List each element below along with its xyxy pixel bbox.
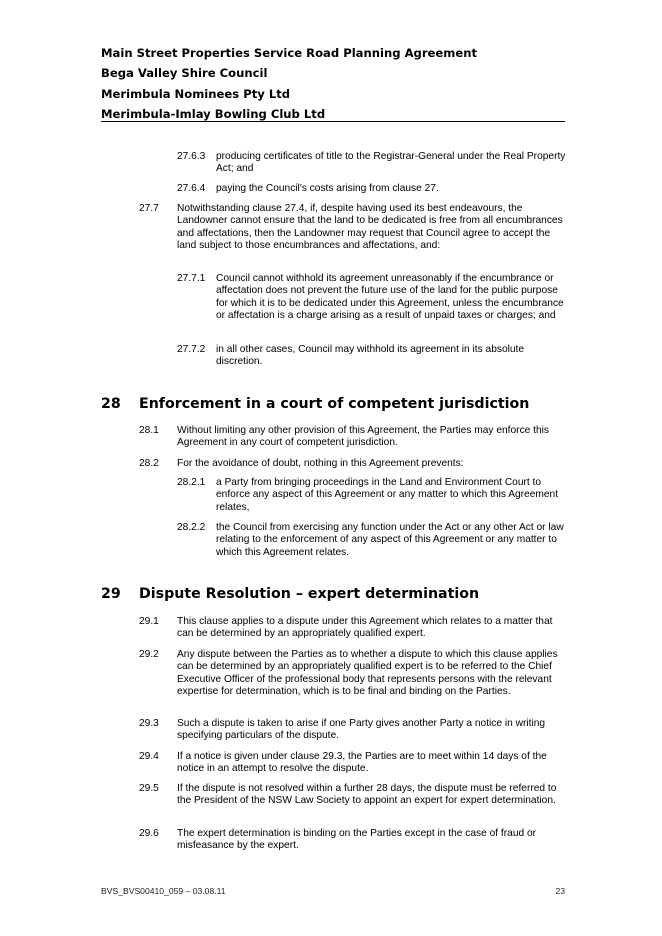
- clause-text: Council cannot withhold its agreement unreasonably if the encumbrance or affectation does not prevent the future use of the land for the public purpose for which it is to be dedicated under this Agreement, unless the encumbrance or affectation is a charge arising as a result of unpaid taxes or charges; and: [216, 273, 564, 322]
- header-agreement-title: Main Street Properties Service Road Planning Agreement: [101, 46, 478, 60]
- clause-text: Any dispute between the Parties as to whether a dispute to which this clause applies can be determined by an appropriately qualified expert is to be referred to the Chief Executive Officer of the professional body that represents persons with the relevant expertise for determination, which is to be final and binding on the Parties.: [177, 649, 558, 698]
- clause-number: 28.2.2: [177, 522, 206, 533]
- header-rule: [101, 121, 565, 122]
- clause-text: producing certificates of title to the Registrar-General under the Real Property Act; and: [216, 151, 566, 175]
- clause-number: 29.1: [139, 616, 159, 627]
- clause-number: 28.1: [139, 425, 159, 436]
- clause-text: If a notice is given under clause 29.3, the Parties are to meet within 14 days of the notice in an attempt to resolve the dispute.: [177, 751, 547, 775]
- clause-text: in all other cases, Council may withhold its agreement in its absolute discretion.: [216, 344, 525, 368]
- clause-number: 29.4: [139, 751, 159, 762]
- section-number: 28: [101, 396, 121, 412]
- clause-number: 27.7.2: [177, 344, 206, 355]
- footer-document-reference: BVS_BVS00410_059 – 03.08.11: [101, 886, 226, 896]
- clause-number: 28.2: [139, 458, 159, 469]
- document-header: [101, 43, 565, 124]
- clause-text: Such a dispute is taken to arise if one Party gives another Party a notice in writing specifying particulars of the dispute.: [177, 718, 546, 742]
- clause-text: Without limiting any other provision of this Agreement, the Parties may enforce this Agreement in any court of competent jurisdiction.: [177, 425, 550, 449]
- header-council: Bega Valley Shire Council: [101, 66, 268, 81]
- clause-number: 29.2: [139, 649, 159, 660]
- clause-text: If the dispute is not resolved within a further 28 days, the dispute must be referred to the President of the NSW Law Society to appoint an expert for expert determination.: [177, 783, 557, 807]
- clause-text: Notwithstanding clause 27.4, if, despite having used its best endeavours, the Landowner cannot ensure that the land to be dedicated is free from all encumbrances and affectations, then the Landowner may request that Council agree to accept the land subject to those encumbrances and affectations, and:: [177, 203, 563, 252]
- section-title: Dispute Resolution – expert determination: [139, 586, 480, 602]
- clause-number: 27.7: [139, 203, 159, 214]
- clause-text: For the avoidance of doubt, nothing in this Agreement prevents:: [177, 458, 464, 469]
- clause-text: paying the Council's costs arising from clause 27.: [216, 183, 439, 194]
- header-nominees: Merimbula Nominees Pty Ltd: [101, 86, 291, 101]
- section-title: Enforcement in a court of competent jurisdiction: [139, 396, 530, 412]
- clause-number: 27.6.4: [177, 183, 206, 194]
- section-number: 29: [101, 586, 121, 602]
- clause-number: 27.7.1: [177, 273, 206, 284]
- clause-number: 29.6: [139, 828, 159, 839]
- clause-number: 28.2.1: [177, 477, 206, 488]
- clause-text: the Council from exercising any function under the Act or any other Act or law relating to the enforcement of any aspect of this Agreement or any matter to which this Agreement relates.: [216, 522, 564, 558]
- clause-text: This clause applies to a dispute under this Agreement which relates to a matter that can be determined by an appropriately qualified expert.: [177, 616, 553, 640]
- header-bowling-club: Merimbula-Imlay Bowling Club Ltd: [101, 106, 326, 121]
- clause-number: 29.5: [139, 783, 159, 794]
- clause-text: The expert determination is binding on the Parties except in the case of fraud or misfeasance by the expert.: [177, 828, 537, 852]
- clause-number: 27.6.3: [177, 151, 206, 162]
- footer-page-number: 23: [555, 886, 565, 896]
- clause-text: a Party from bringing proceedings in the Land and Environment Court to enforce any aspect of this Agreement or any matter to which this Agreement relates,: [216, 477, 559, 513]
- clause-number: 29.3: [139, 718, 159, 729]
